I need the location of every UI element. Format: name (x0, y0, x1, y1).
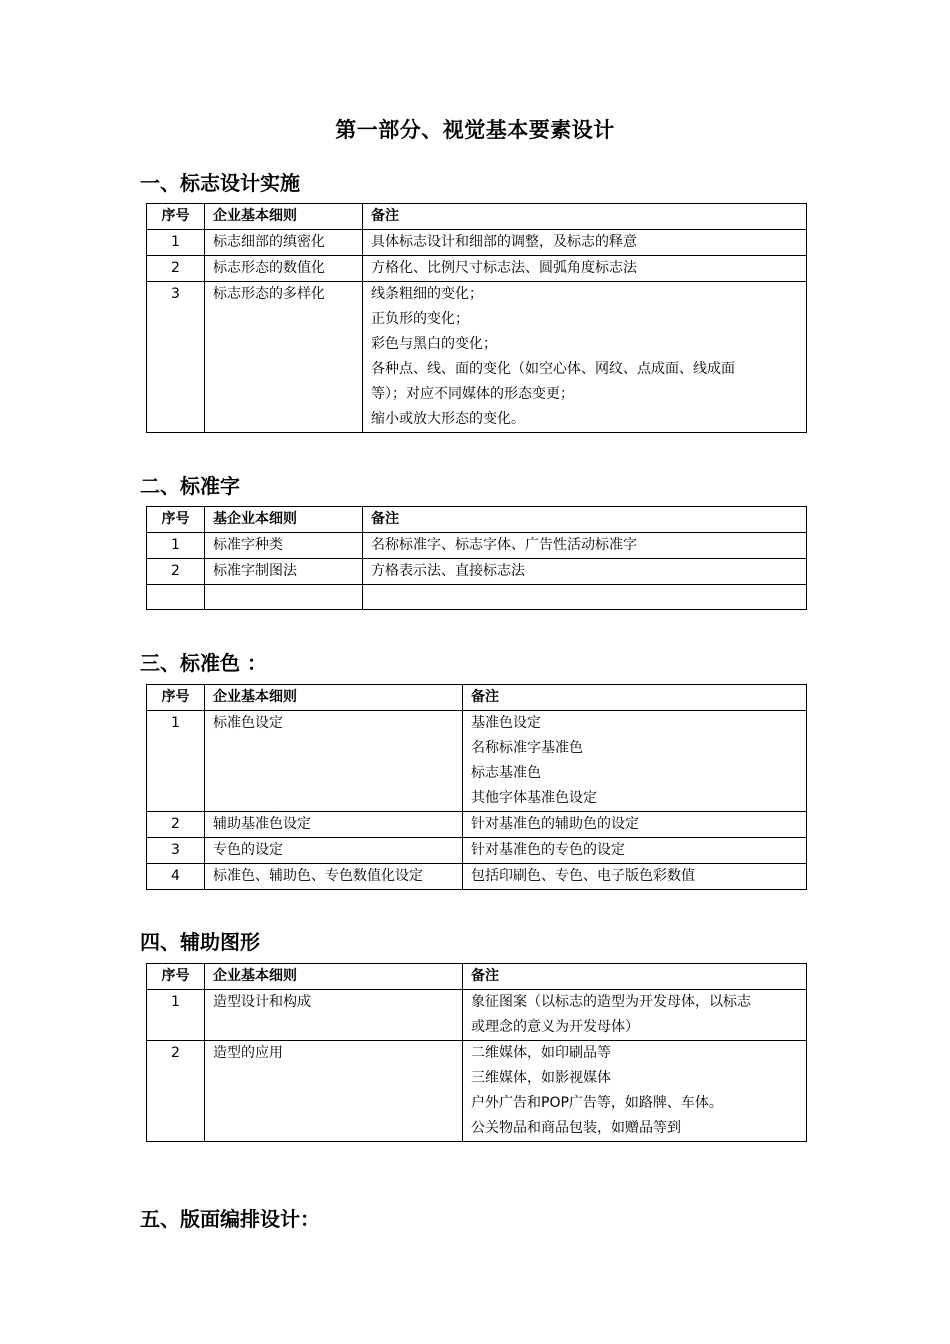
note-line: 二维媒体，如印刷品等 (471, 1045, 611, 1061)
table-header-row (147, 685, 807, 711)
row-item: 造型设计和构成 (205, 990, 463, 1041)
note-line: 各种点、线、面的变化（如空心体、网纹、点成面、线成面 (371, 361, 735, 377)
table-row (147, 864, 807, 890)
row-number: 1 (147, 533, 205, 559)
row-number (147, 585, 205, 610)
header-notes: 备注 (463, 964, 807, 990)
table-row (147, 256, 807, 282)
section-heading-layout-design: 五、版面编排设计： (140, 1207, 320, 1231)
note-line: 等）；对应不同媒体的形态变更； (371, 386, 574, 402)
row-item: 标志形态的数值化 (205, 256, 363, 282)
table-row (147, 533, 807, 559)
header-item: 企业基本细则 (205, 204, 363, 230)
note-line: 方格化、比例尺寸标志法、圆弧角度标志法 (371, 260, 637, 276)
row-item: 标志细部的缜密化 (205, 230, 363, 256)
row-item: 辅助基准色设定 (205, 812, 463, 838)
note-line: 方格表示法、直接标志法 (371, 563, 525, 579)
table-header-row (147, 964, 807, 990)
note-line: 包括印刷色、专色、电子版色彩数值 (471, 868, 695, 884)
row-notes (463, 990, 807, 1041)
standard-color-table (146, 684, 807, 890)
note-line: 户外广告和POP广告等，如路牌、车体。 (471, 1095, 723, 1111)
note-line: 针对基准色的辅助色的设定 (471, 816, 639, 832)
note-line: 公关物品和商品包装，如赠品等到 (471, 1120, 681, 1136)
header-item: 基企业本细则 (205, 507, 363, 533)
row-number: 2 (147, 812, 205, 838)
note-line: 象征图案（以标志的造型为开发母体，以标志 (471, 994, 751, 1010)
auxiliary-graphics-table (146, 963, 807, 1142)
note-line: 名称标准字基准色 (471, 740, 583, 756)
table-row (147, 812, 807, 838)
row-number: 2 (147, 559, 205, 585)
row-item: 标志形态的多样化 (205, 282, 363, 433)
row-notes (463, 711, 807, 812)
table-row (147, 711, 807, 812)
document-title: 第一部分、视觉基本要素设计 (335, 118, 615, 142)
table-row (147, 282, 807, 433)
row-item: 造型的应用 (205, 1041, 463, 1142)
row-item (205, 585, 363, 610)
row-item: 标准字种类 (205, 533, 363, 559)
row-item: 标准字制图法 (205, 559, 363, 585)
header-notes: 备注 (363, 507, 807, 533)
row-number: 2 (147, 1041, 205, 1142)
note-line: 正负形的变化； (371, 311, 469, 327)
note-line: 具体标志设计和细部的调整，及标志的释意 (371, 234, 637, 250)
header-item: 企业基本细则 (205, 685, 463, 711)
note-line: 彩色与黑白的变化； (371, 336, 497, 352)
section-heading-standard-font: 二、标准字 (140, 474, 240, 498)
note-line: 缩小或放大形态的变化。 (371, 411, 525, 427)
table-row (147, 230, 807, 256)
note-line: 针对基准色的专色的设定 (471, 842, 625, 858)
row-notes (463, 1041, 807, 1142)
table-row (147, 838, 807, 864)
table-row (147, 1041, 807, 1142)
row-item: 标准色、辅助色、专色数值化设定 (205, 864, 463, 890)
row-notes (363, 230, 807, 256)
header-number: 序号 (147, 204, 205, 230)
note-line: 标志基准色 (471, 765, 541, 781)
section-heading-standard-color: 三、标准色 ： (140, 651, 267, 675)
section-heading-logo: 一、标志设计实施 (140, 171, 300, 195)
header-number: 序号 (147, 964, 205, 990)
logo-table (146, 203, 807, 433)
row-number: 2 (147, 256, 205, 282)
row-notes (463, 864, 807, 890)
table-row (147, 559, 807, 585)
header-notes: 备注 (463, 685, 807, 711)
header-number: 序号 (147, 685, 205, 711)
row-number: 1 (147, 990, 205, 1041)
row-number: 4 (147, 864, 205, 890)
table-row-empty (147, 585, 807, 610)
table-row (147, 990, 807, 1041)
note-line: 三维媒体，如影视媒体 (471, 1070, 611, 1086)
header-item: 企业基本细则 (205, 964, 463, 990)
note-line: 基准色设定 (471, 715, 541, 731)
note-line: 其他字体基准色设定 (471, 790, 597, 806)
row-notes (363, 533, 807, 559)
row-notes (363, 559, 807, 585)
row-notes (463, 838, 807, 864)
row-notes (363, 282, 807, 433)
row-item: 标准色设定 (205, 711, 463, 812)
header-number: 序号 (147, 507, 205, 533)
row-number: 1 (147, 230, 205, 256)
section-heading-auxiliary-graphics: 四、辅助图形 (140, 930, 260, 954)
standard-font-table (146, 506, 807, 610)
note-line: 或理念的意义为开发母体） (471, 1019, 639, 1035)
table-header-row (147, 204, 807, 230)
row-notes (463, 812, 807, 838)
row-number: 1 (147, 711, 205, 812)
row-notes (363, 256, 807, 282)
row-number: 3 (147, 282, 205, 433)
note-line: 线条粗细的变化； (371, 286, 483, 302)
table-header-row (147, 507, 807, 533)
note-line: 名称标准字、标志字体、广告性活动标准字 (371, 537, 637, 553)
row-notes (363, 585, 807, 610)
row-number: 3 (147, 838, 205, 864)
header-notes: 备注 (363, 204, 807, 230)
row-item: 专色的设定 (205, 838, 463, 864)
